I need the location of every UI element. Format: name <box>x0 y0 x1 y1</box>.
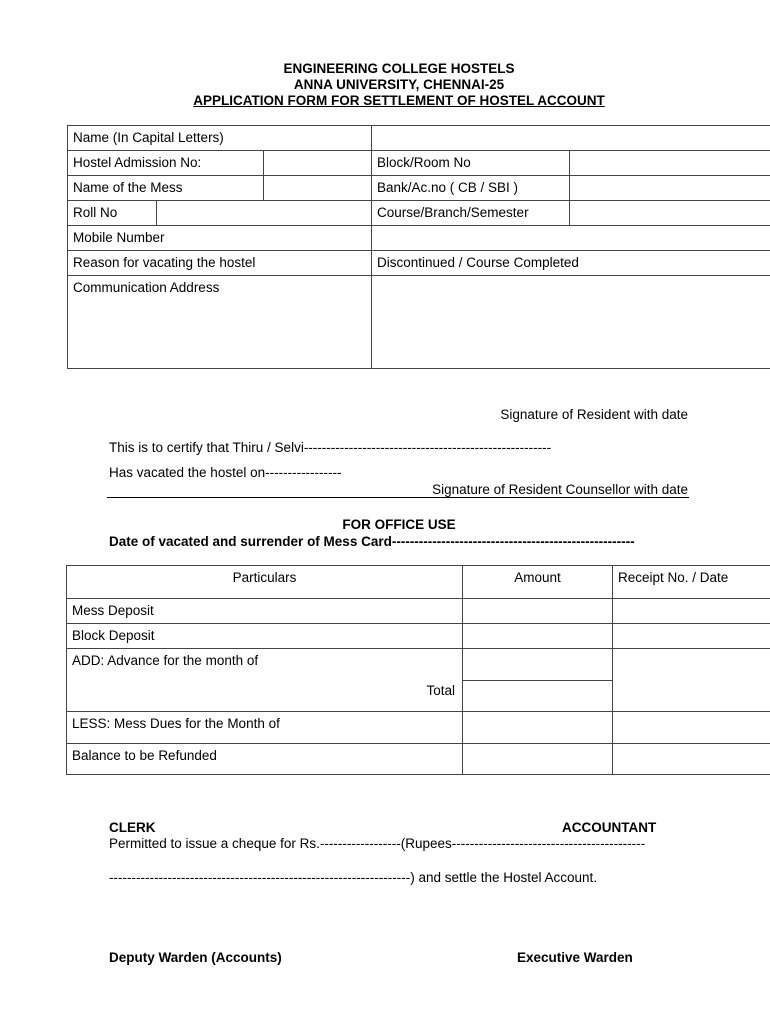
col-particulars: Particulars <box>66 565 463 599</box>
office-use-title: FOR OFFICE USE <box>342 517 456 532</box>
bank-field[interactable] <box>569 175 770 201</box>
mess-deposit-receipt[interactable] <box>612 598 770 624</box>
row-mess-deposit: Mess Deposit <box>66 598 463 624</box>
row-add-advance <box>66 648 463 712</box>
counsellor-signature: Signature of Resident Counsellor with date <box>432 482 688 497</box>
advance-receipt[interactable] <box>612 648 770 712</box>
mess-label: Name of the Mess <box>67 175 264 201</box>
mobile-label: Mobile Number <box>67 225 372 251</box>
permitted-line: Permitted to issue a cheque for Rs.------------------(Rupees------------------------------------------- <box>109 836 646 851</box>
admission-label: Hostel Admission No: <box>67 150 264 176</box>
block-room-field[interactable] <box>569 150 770 176</box>
executive-warden-label: Executive Warden <box>517 950 633 965</box>
certify-line: This is to certify that Thiru / Selvi------------------------------------------------------- <box>109 440 552 455</box>
admission-field[interactable] <box>263 150 372 176</box>
course-label: Course/Branch/Semester <box>371 200 570 226</box>
deputy-warden-label: Deputy Warden (Accounts) <box>109 950 282 965</box>
row-balance: Balance to be Refunded <box>66 743 463 775</box>
reason-value: Discontinued / Course Completed <box>371 250 770 276</box>
mess-card-date-line: Date of vacated and surrender of Mess Card------------------------------------------------------ <box>109 534 635 549</box>
college-title: ENGINEERING COLLEGE HOSTELS <box>283 61 515 76</box>
course-field[interactable] <box>569 200 770 226</box>
reason-label: Reason for vacating the hostel <box>67 250 372 276</box>
name-field[interactable] <box>371 125 770 151</box>
add-advance-label: ADD: Advance for the month of <box>72 653 259 668</box>
divider-line <box>107 497 689 498</box>
resident-signature: Signature of Resident with date <box>500 407 688 422</box>
total-label: Total <box>426 683 455 698</box>
col-amount: Amount <box>462 565 613 599</box>
balance-amount[interactable] <box>462 743 613 775</box>
col-receipt: Receipt No. / Date <box>612 565 770 599</box>
roll-label: Roll No <box>67 200 157 226</box>
mobile-field[interactable] <box>371 225 770 251</box>
balance-receipt[interactable] <box>612 743 770 775</box>
roll-field[interactable] <box>156 200 372 226</box>
address-label: Communication Address <box>67 275 372 369</box>
accountant-label: ACCOUNTANT <box>562 820 657 835</box>
block-deposit-amount[interactable] <box>462 623 613 649</box>
university-title: ANNA UNIVERSITY, CHENNAI-25 <box>293 77 505 92</box>
bank-label: Bank/Ac.no ( CB / SBI ) <box>371 175 570 201</box>
vacated-line: Has vacated the hostel on----------------- <box>109 465 342 480</box>
mess-field[interactable] <box>263 175 372 201</box>
less-dues-receipt[interactable] <box>612 711 770 744</box>
form-title: APPLICATION FORM FOR SETTLEMENT OF HOSTEL ACCOUNT <box>193 93 605 108</box>
row-block-deposit: Block Deposit <box>66 623 463 649</box>
block-room-label: Block/Room No <box>371 150 570 176</box>
settle-line: -------------------------------------------------------------------) and settle the Hostel Account. <box>109 870 598 885</box>
mess-deposit-amount[interactable] <box>462 598 613 624</box>
address-field[interactable] <box>371 275 770 369</box>
less-dues-amount[interactable] <box>462 711 613 744</box>
advance-amount[interactable] <box>462 648 613 681</box>
total-amount[interactable] <box>462 680 613 712</box>
clerk-label: CLERK <box>109 820 156 835</box>
block-deposit-receipt[interactable] <box>612 623 770 649</box>
row-less-dues: LESS: Mess Dues for the Month of <box>66 711 463 744</box>
name-label: Name (In Capital Letters) <box>67 125 372 151</box>
